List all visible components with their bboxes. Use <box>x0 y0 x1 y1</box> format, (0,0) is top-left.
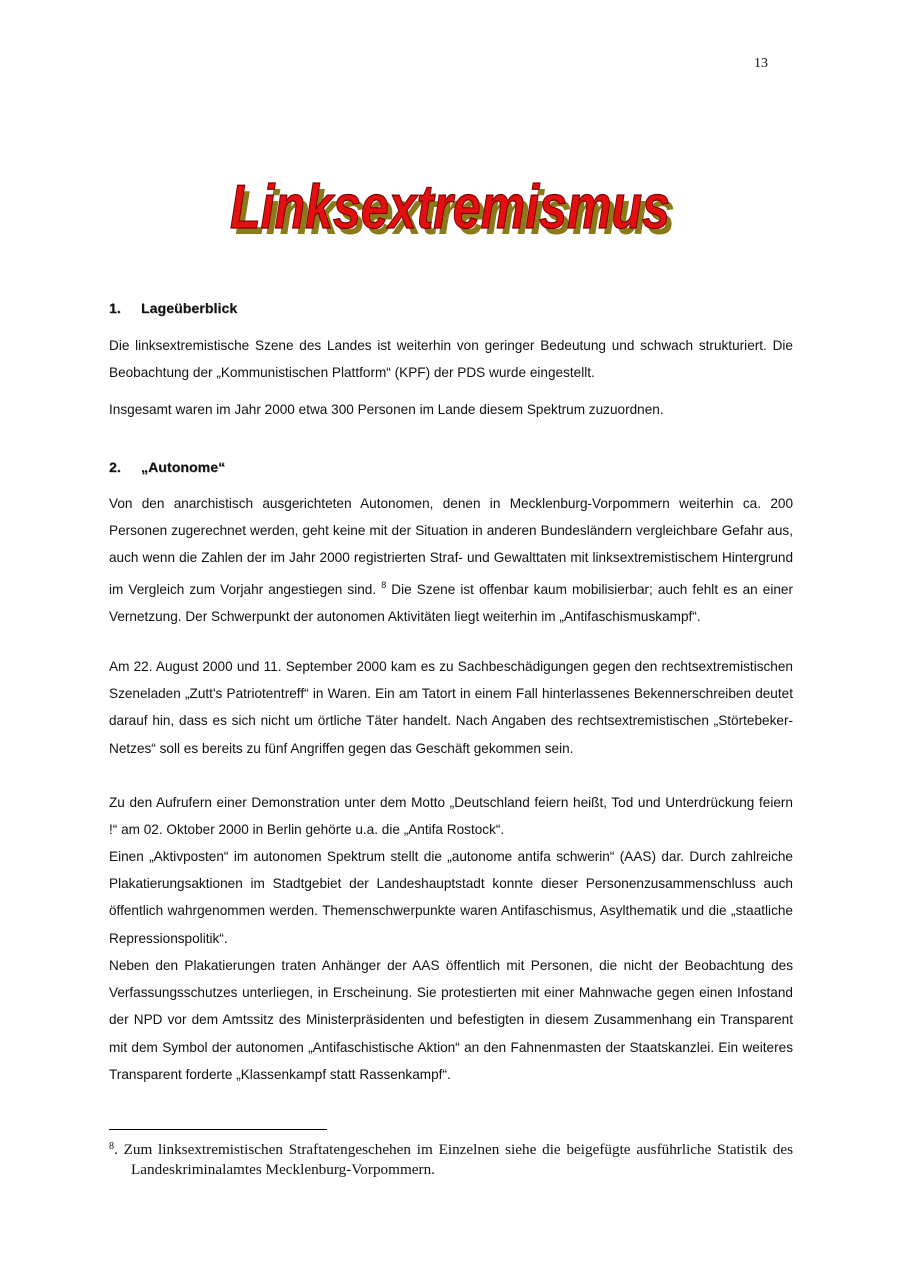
paragraph-lage-2: Insgesamt waren im Jahr 2000 etwa 300 Personen im Lande diesem Spektrum zuzuordnen. <box>109 402 664 417</box>
paragraph-text: Die Szene ist offenbar kaum mobilisierbar; auch fehlt es an einer Vernetzung. Der Schwerpunkt der autonomen Aktivitäten liegt weiterhin im „Antifaschismuskampf“. <box>109 581 793 624</box>
paragraph-autonome-4: Einen „Aktivposten“ im autonomen Spektrum stellt die „autonome antifa schwerin“ (AAS) dar. Durch zahlreiche Plakatierungsaktionen im Stadtgebiet der Landeshauptstadt konnte dieser Personenzusammenschluss auch öffentlich wahrgenommen werden. Themenschwerpunkte waren Antifaschismus, Asylthematik und die „staatliche Repressionspolitik“. <box>109 849 793 946</box>
section-heading-autonome <box>109 459 225 475</box>
paragraph-autonome-5: Neben den Plakatierungen traten Anhänger der AAS öffentlich mit Personen, die nicht der Beobachtung des Verfassungsschutzes unterliegen, in Erscheinung. Sie protestierten mit einer Mahnwache gegen einen Infostand der NPD vor dem Amtssitz des Ministerpräsidenten und befestigten in diesem Zusammenhang ein Transparent mit dem Symbol der autonomen „Antifaschistische Aktion“ an den Fahnenmasten der Staatskanzlei. Ein weiteres Transparent forderte „Klassenkampf statt Rassenkampf“. <box>109 958 793 1082</box>
footnote <box>109 1137 793 1180</box>
section-number: 1. <box>109 300 121 316</box>
footnote-mark: 8 <box>109 1141 114 1152</box>
section-number: 2. <box>109 459 121 475</box>
paragraph-autonome-1 <box>109 490 793 630</box>
section-title: „Autonome“ <box>141 459 226 475</box>
paragraph-lage-1: Die linksextremistische Szene des Landes ist weiterhin von geringer Bedeutung und schwach strukturiert. Die Beobachtung der „Kommunistischen Plattform“ (KPF) der PDS wurde eingestellt. <box>109 338 793 381</box>
footnote-separator <box>109 1129 327 1130</box>
footnote-reference[interactable]: 8 <box>381 579 387 590</box>
section-title: Lageüberblick <box>141 300 238 316</box>
paragraph-autonome-3: Zu den Aufrufern einer Demonstration unter dem Motto „Deutschland feiern heißt, Tod und Unterdrückung feiern !“ am 02. Oktober 2000 in Berlin gehörte u.a. die „Antifa Rostock“. <box>109 795 793 838</box>
section-heading-lageueberblick <box>109 300 237 316</box>
wordart-title <box>210 168 690 258</box>
footnote-text: . Zum linksextremistischen Straftatengeschehen im Einzelnen siehe die beigefügte ausführliche Statistik des Landeskriminalamtes Mecklenburg-Vorpommern. <box>114 1141 793 1178</box>
page-number: 13 <box>754 56 768 71</box>
paragraph-text: Von den anarchistisch ausgerichteten Autonomen, denen in Mecklenburg-Vorpommern weiterhin ca. 200 Personen zugerechnet werden, geht keine mit der Situation in anderen Bundesländern vergleichbare Gefahr aus, auch wenn die Zahlen der im Jahr 2000 registrierten Straf- und Gewalttaten mit linksextremistischem Hintergrund im Vergleich zum Vorjahr angestiegen sind. <box>109 496 793 597</box>
paragraph-autonome-2: Am 22. August 2000 und 11. September 2000 kam es zu Sachbeschädigungen gegen den rechtsextremistischen Szeneladen „Zutt's Patriotentreff“ in Waren. Ein am Tatort in einem Fall hinterlassenes Bekennerschreiben deutet darauf hin, dass es sich nicht um örtliche Täter handelt. Nach Angaben des rechtsextremistischen „Störtebeker-Netzes“ soll es bereits zu fünf Angriffen gegen das Geschäft gekommen sein. <box>109 659 793 756</box>
wordart-title-shadow: Linksextremismus <box>235 179 675 248</box>
wordart-title-text: Linksextremismus <box>230 173 670 242</box>
